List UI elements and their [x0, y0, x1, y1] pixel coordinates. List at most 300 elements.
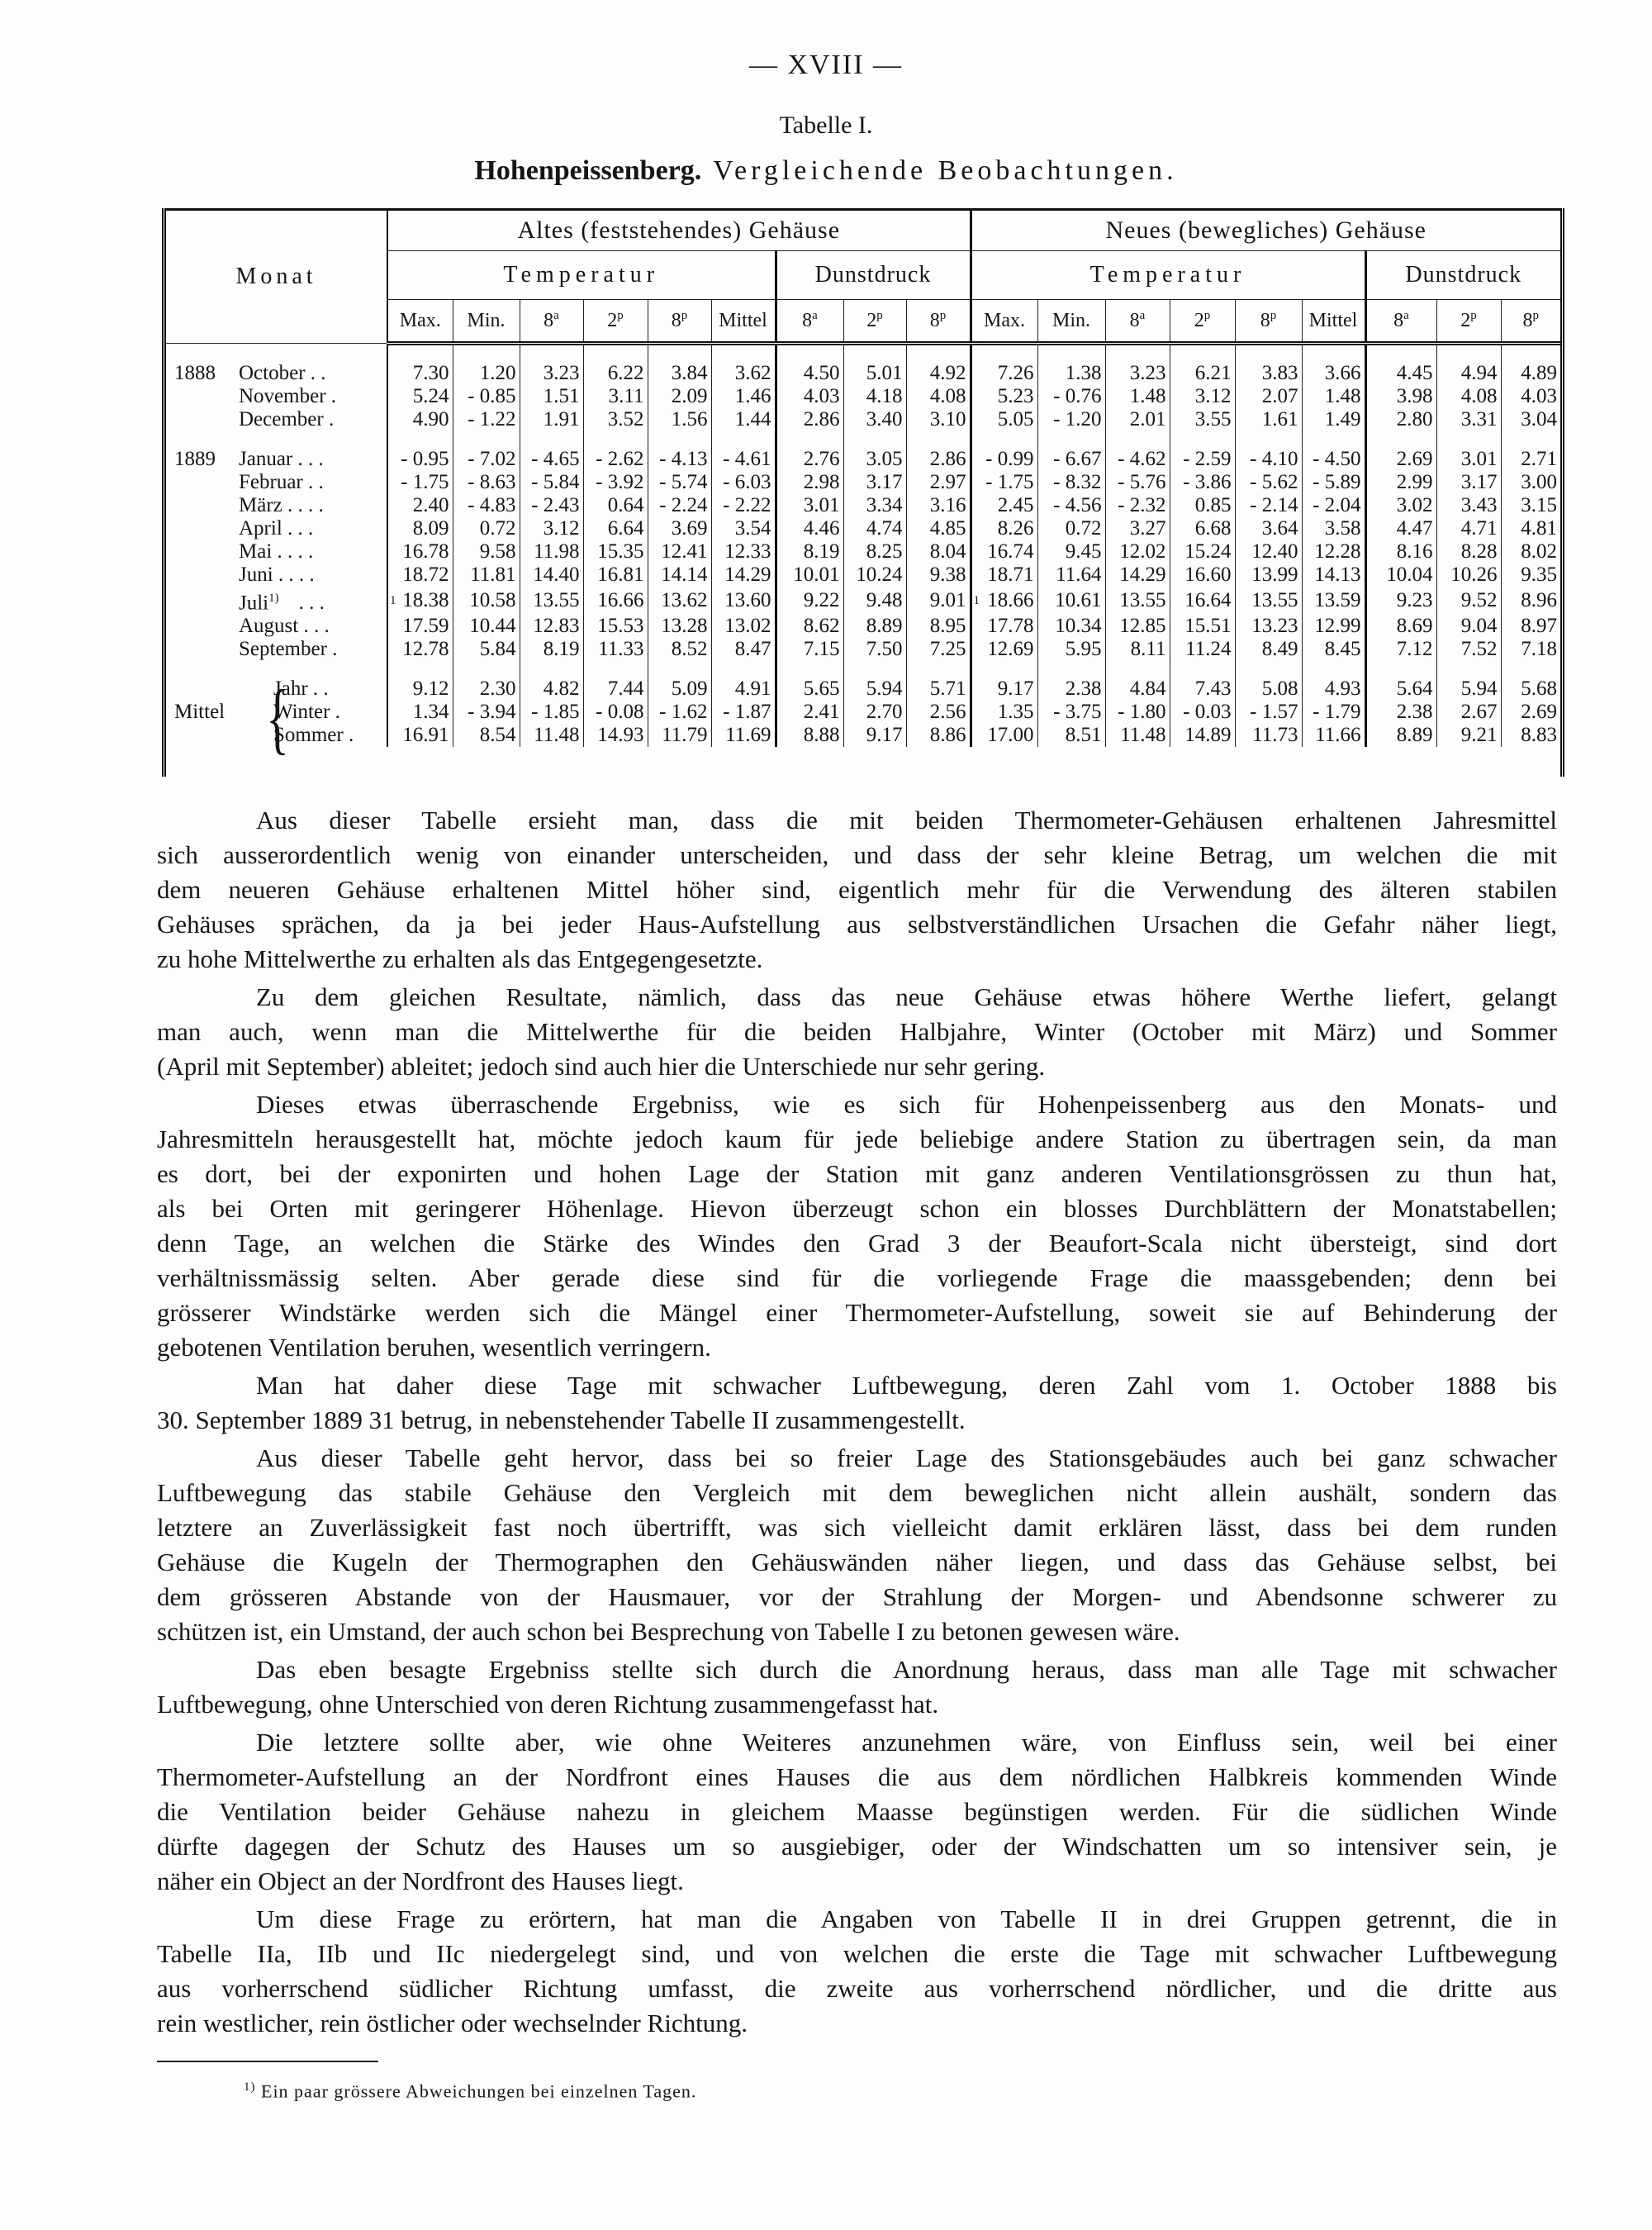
value-cell — [1235, 362, 1302, 385]
value-cell — [1170, 563, 1235, 587]
column-header — [1170, 300, 1235, 344]
value-cell — [711, 385, 776, 408]
empty-cell — [520, 344, 583, 363]
month-name: März . . . . — [239, 494, 324, 516]
text-line: die Ventilation beider Gehäuse nahezu in gleichem Maasse begünstigen werden. Für die südlichen Winde — [157, 1797, 1557, 1826]
value: 7.12 — [1396, 638, 1433, 661]
value: 2.76 — [803, 448, 840, 470]
value-cell — [776, 701, 843, 724]
value: 14.29 — [724, 563, 771, 586]
empty-cell — [1037, 661, 1105, 678]
value: 3.00 — [1521, 471, 1557, 493]
empty-cell — [971, 661, 1037, 678]
value-cell — [1302, 517, 1365, 540]
column-superscript: p — [876, 309, 883, 322]
footnote-marker: 1 — [973, 594, 980, 608]
value: - 6.03 — [723, 471, 771, 493]
column-header — [1501, 300, 1560, 344]
value: - 6.67 — [1053, 448, 1102, 470]
column-label: 2 — [607, 310, 618, 331]
value-cell — [1037, 408, 1105, 431]
value: - 1.20 — [1053, 408, 1102, 430]
value-cell — [648, 615, 711, 638]
value-cell — [1365, 701, 1436, 724]
value-cell — [583, 448, 648, 471]
footnote-marker: 1) — [244, 2080, 256, 2094]
value-cell — [387, 701, 453, 724]
value-cell — [843, 638, 906, 661]
paragraph — [157, 1902, 1557, 2041]
value-cell — [1365, 540, 1436, 563]
new-housing-header: Neues (bewegliches) Gehäuse — [971, 210, 1560, 251]
value-cell — [1170, 638, 1235, 661]
value-cell — [1105, 517, 1170, 540]
value: 8.16 — [1396, 540, 1433, 563]
value: 1.61 — [1261, 408, 1298, 430]
value: - 3.94 — [468, 701, 516, 724]
value: 3.15 — [1521, 494, 1557, 516]
empty-cell — [711, 431, 776, 448]
value-cell — [1105, 678, 1170, 701]
footnote-marker: 1 — [390, 594, 396, 608]
value-cell — [583, 494, 648, 517]
value-cell — [1501, 724, 1560, 747]
value-cell — [583, 517, 648, 540]
value-cell — [1235, 638, 1302, 661]
value-cell — [1037, 724, 1105, 747]
value: 4.91 — [734, 678, 771, 701]
value-cell — [583, 385, 648, 408]
value: - 7.02 — [468, 448, 516, 470]
value-cell — [843, 701, 906, 724]
value: 3.83 — [1261, 362, 1298, 384]
text-line: Um diese Frage zu erörtern, hat man die Angaben von Tabelle II in drei Gruppen getrennt, die in — [256, 1904, 1557, 1933]
table-subtitle: Vergleichende Beobachtungen. — [713, 155, 1178, 186]
value: 5.24 — [412, 385, 449, 407]
value: 13.62 — [661, 589, 708, 612]
value: 10.34 — [1055, 615, 1102, 638]
value-cell — [1436, 701, 1501, 724]
value-cell — [1436, 362, 1501, 385]
value-cell — [1235, 724, 1302, 747]
value-cell — [1501, 638, 1560, 661]
value-cell — [1365, 448, 1436, 471]
value: 5.95 — [1065, 638, 1102, 661]
value-cell — [520, 615, 583, 638]
empty-cell — [1235, 661, 1302, 678]
value: - 5.89 — [1313, 471, 1361, 493]
value-cell — [906, 563, 971, 587]
value: 13.60 — [724, 589, 771, 612]
column-header — [1302, 300, 1365, 344]
column-header — [520, 300, 583, 344]
value-cell — [776, 517, 843, 540]
value-cell — [1302, 362, 1365, 385]
empty-cell — [906, 661, 971, 678]
value-cell — [453, 678, 520, 701]
value: 4.46 — [803, 517, 840, 540]
value-cell — [1302, 408, 1365, 431]
value-cell — [711, 494, 776, 517]
value-cell — [1235, 563, 1302, 587]
value: 1.38 — [1065, 362, 1102, 384]
column-label: Min. — [467, 309, 506, 331]
paragraph — [157, 980, 1557, 1084]
value-cell — [1365, 678, 1436, 701]
value-cell — [711, 563, 776, 587]
value-cell — [1501, 471, 1560, 494]
value-cell — [583, 701, 648, 724]
month-cell — [166, 615, 387, 638]
value: 3.55 — [1194, 408, 1232, 430]
value: - 2.14 — [1250, 494, 1298, 516]
value: 12.33 — [724, 540, 771, 563]
value-cell — [1365, 563, 1436, 587]
value-cell — [583, 540, 648, 563]
value: 6.68 — [1194, 517, 1232, 540]
value: 1.48 — [1129, 385, 1166, 407]
value-cell — [843, 724, 906, 747]
value: 2.67 — [1460, 701, 1498, 724]
column-label: 8 — [1522, 310, 1533, 331]
value-cell — [648, 563, 711, 587]
value-cell — [906, 540, 971, 563]
value-cell — [1170, 701, 1235, 724]
empty-cell — [1501, 661, 1560, 678]
value: - 0.85 — [468, 385, 516, 407]
value: 3.64 — [1261, 517, 1298, 540]
value-cell — [1302, 448, 1365, 471]
value-cell — [1170, 448, 1235, 471]
month-name: Januar . . . — [239, 448, 324, 470]
value-cell — [387, 362, 453, 385]
column-label: 8 — [671, 310, 681, 331]
value-cell — [1235, 385, 1302, 408]
empty-cell — [1501, 431, 1560, 448]
value: 6.22 — [607, 362, 644, 384]
value: 15.53 — [597, 615, 644, 638]
value-cell — [776, 362, 843, 385]
value: 2.69 — [1396, 448, 1433, 470]
value-cell — [1037, 615, 1105, 638]
value: 4.92 — [929, 362, 966, 384]
value: 10.61 — [1055, 589, 1102, 612]
value-cell — [1105, 448, 1170, 471]
value: 2.80 — [1396, 408, 1433, 430]
comparison-table — [162, 208, 1564, 777]
value: 2.98 — [803, 471, 840, 493]
empty-cell — [1105, 431, 1170, 448]
value: 8.09 — [412, 517, 449, 540]
table-row — [166, 494, 1560, 517]
value-cell — [1170, 362, 1235, 385]
value-cell — [453, 587, 520, 615]
value: 2.41 — [803, 701, 840, 724]
value-cell — [583, 471, 648, 494]
empty-cell — [453, 661, 520, 678]
value: - 3.92 — [596, 471, 644, 493]
text-line: Luftbewegung, ohne Unterschied von deren Richtung zusammengefasst hat. — [157, 1690, 939, 1719]
value-cell — [971, 517, 1037, 540]
value-cell — [387, 494, 453, 517]
value: 11.64 — [1056, 563, 1102, 586]
value-cell — [1365, 517, 1436, 540]
value-cell — [971, 724, 1037, 747]
value-cell — [906, 471, 971, 494]
value-cell — [648, 517, 711, 540]
value: 4.03 — [1521, 385, 1557, 407]
value: 3.10 — [929, 408, 966, 430]
value: 8.19 — [543, 638, 580, 661]
value-cell — [1037, 638, 1105, 661]
value: 17.00 — [987, 724, 1034, 747]
value: 8.54 — [479, 724, 516, 747]
value: 16.60 — [1184, 563, 1232, 586]
value: - 0.99 — [985, 448, 1034, 470]
value: 7.44 — [607, 678, 644, 701]
value: 9.12 — [412, 678, 449, 701]
value-cell — [1037, 540, 1105, 563]
value: 12.85 — [1119, 615, 1166, 638]
value: 2.71 — [1521, 448, 1557, 470]
value: 5.71 — [929, 678, 966, 701]
table-row — [166, 471, 1560, 494]
value-cell — [1170, 494, 1235, 517]
value: 4.47 — [1396, 517, 1433, 540]
value: 4.84 — [1129, 678, 1166, 701]
value-cell — [1501, 448, 1560, 471]
month-cell — [166, 448, 387, 471]
value: 15.24 — [1184, 540, 1232, 563]
value: 11.33 — [598, 638, 644, 661]
value-cell — [971, 494, 1037, 517]
value-cell — [1105, 701, 1170, 724]
value-cell — [971, 540, 1037, 563]
table-row — [166, 724, 1560, 747]
column-superscript: a — [1139, 309, 1146, 322]
value-cell — [1436, 540, 1501, 563]
value-cell — [1365, 638, 1436, 661]
value-cell — [1037, 701, 1105, 724]
value-cell — [1302, 638, 1365, 661]
column-label: Max. — [399, 309, 441, 331]
value: - 4.61 — [723, 448, 771, 470]
table-row — [166, 563, 1560, 587]
value: - 0.03 — [1183, 701, 1232, 724]
column-superscript: p — [1470, 309, 1477, 322]
column-header — [1105, 300, 1170, 344]
value: - 1.75 — [401, 471, 449, 493]
text-line: rein westlicher, rein östlicher oder wechselnder Richtung. — [157, 2009, 748, 2037]
value-cell — [387, 563, 453, 587]
value: 8.45 — [1324, 638, 1361, 661]
value-cell — [1501, 517, 1560, 540]
value: 11.24 — [1185, 638, 1232, 661]
value-cell — [387, 517, 453, 540]
column-header — [843, 300, 906, 344]
value: 8.83 — [1521, 724, 1557, 747]
value: 8.26 — [997, 517, 1034, 540]
value: 14.40 — [533, 563, 580, 586]
value: 13.55 — [1119, 589, 1166, 612]
value-cell — [843, 408, 906, 431]
value-cell — [711, 615, 776, 638]
column-label: 2 — [866, 310, 877, 331]
value: - 2.59 — [1183, 448, 1232, 470]
value-cell — [1436, 678, 1501, 701]
value: 9.23 — [1396, 589, 1433, 612]
value-cell — [1105, 587, 1170, 615]
value: 1.51 — [543, 385, 580, 407]
value: 4.81 — [1521, 517, 1557, 540]
value: 3.23 — [543, 362, 580, 384]
value: 3.12 — [1194, 385, 1232, 407]
column-header — [776, 300, 843, 344]
value: 13.99 — [1251, 563, 1298, 586]
value: - 4.62 — [1118, 448, 1166, 470]
value: 10.44 — [469, 615, 516, 638]
value: 3.84 — [671, 362, 708, 384]
empty-cell — [583, 431, 648, 448]
value: 2.38 — [1396, 701, 1433, 724]
value: 3.05 — [866, 448, 903, 470]
month-cell — [166, 540, 387, 563]
value: 4.93 — [1324, 678, 1361, 701]
text-line: Gehäuse die Kugeln der Thermographen den Gehäuswänden näher liegen, und dass das Gehäuse selbst, bei — [157, 1548, 1557, 1576]
value-cell — [1037, 385, 1105, 408]
value-cell — [843, 362, 906, 385]
value-cell — [971, 471, 1037, 494]
value-cell — [1105, 408, 1170, 431]
column-header — [1235, 300, 1302, 344]
value-cell — [711, 678, 776, 701]
text-line: dem grösseren Abstande von der Hausmauer, vor der Strahlung der Morgen- und Abendsonne schwerer zu — [157, 1582, 1557, 1611]
value-cell — [906, 615, 971, 638]
value: 5.65 — [803, 678, 840, 701]
value: 5.94 — [866, 678, 903, 701]
value-cell — [1302, 385, 1365, 408]
value: 7.18 — [1521, 638, 1557, 661]
mean-label: Mittel — [174, 701, 225, 724]
empty-cell — [1235, 344, 1302, 363]
empty-cell — [843, 661, 906, 678]
value: - 1.22 — [468, 408, 516, 430]
month-cell — [166, 385, 387, 408]
value: 2.56 — [929, 701, 966, 724]
text-line: (April mit September) ableitet; jedoch sind auch hier die Unterschiede nur sehr gering. — [157, 1052, 1046, 1081]
column-header — [711, 300, 776, 344]
paragraph — [157, 1441, 1557, 1649]
value: 2.97 — [929, 471, 966, 493]
column-superscript: a — [1403, 309, 1409, 322]
value: 5.94 — [1460, 678, 1498, 701]
value-cell — [387, 471, 453, 494]
value-cell — [1235, 517, 1302, 540]
value-cell — [648, 448, 711, 471]
empty-cell — [1170, 431, 1235, 448]
value-cell — [906, 638, 971, 661]
value: 9.01 — [929, 589, 966, 612]
value: 2.86 — [929, 448, 966, 470]
value: 8.19 — [803, 540, 840, 563]
value: 8.88 — [803, 724, 840, 747]
value: 14.29 — [1119, 563, 1166, 586]
value-cell — [711, 448, 776, 471]
value-cell — [1501, 408, 1560, 431]
empty-cell — [1170, 344, 1235, 363]
value-cell — [906, 517, 971, 540]
value-cell — [520, 587, 583, 615]
value: 3.34 — [866, 494, 903, 516]
new-vapour-header: Dunstdruck — [1365, 251, 1560, 300]
column-header — [453, 300, 520, 344]
value-cell — [971, 615, 1037, 638]
value-cell — [1170, 540, 1235, 563]
value: 13.55 — [533, 589, 580, 612]
empty-cell — [648, 431, 711, 448]
value-cell — [520, 362, 583, 385]
value-cell — [711, 638, 776, 661]
value: 18.71 — [987, 563, 1034, 586]
value: 1.34 — [412, 701, 449, 724]
text-line: 30. September 1889 31 betrug, in nebenstehender Tabelle II zusammengestellt. — [157, 1405, 966, 1434]
empty-cell — [843, 344, 906, 363]
empty-cell — [843, 431, 906, 448]
value-cell — [776, 385, 843, 408]
value: 9.04 — [1460, 615, 1498, 638]
value: 18.72 — [402, 563, 449, 586]
value: 7.30 — [412, 362, 449, 384]
value: 8.02 — [1521, 540, 1557, 563]
column-label: 8 — [802, 310, 813, 331]
value-cell — [1302, 615, 1365, 638]
value: 2.45 — [997, 494, 1034, 516]
value: 16.78 — [402, 540, 449, 563]
value: 4.85 — [929, 517, 966, 540]
paragraph — [157, 803, 1557, 977]
empty-cell — [1037, 431, 1105, 448]
empty-cell — [971, 431, 1037, 448]
empty-cell — [1302, 344, 1365, 363]
value-cell — [648, 362, 711, 385]
value-cell — [1105, 385, 1170, 408]
value: 15.35 — [597, 540, 644, 563]
empty-cell — [711, 661, 776, 678]
value-cell — [711, 724, 776, 747]
value: 9.58 — [479, 540, 516, 563]
value-cell — [1365, 494, 1436, 517]
value-cell — [1436, 471, 1501, 494]
value: 12.41 — [661, 540, 708, 563]
value: 3.02 — [1396, 494, 1433, 516]
value-cell — [648, 540, 711, 563]
value-cell — [906, 408, 971, 431]
value-cell — [648, 678, 711, 701]
value: - 3.86 — [1183, 471, 1232, 493]
empty-cell — [776, 661, 843, 678]
value: 2.40 — [412, 494, 449, 516]
paragraph — [157, 1368, 1557, 1438]
value: 17.78 — [987, 615, 1034, 638]
month-cell — [166, 517, 387, 540]
footnote-reference: 1) — [268, 592, 279, 605]
value: 3.16 — [929, 494, 966, 516]
value: 12.69 — [987, 638, 1034, 661]
value-cell — [520, 385, 583, 408]
value: 12.99 — [1314, 615, 1361, 638]
value-cell — [906, 385, 971, 408]
column-label: Mittel — [719, 309, 767, 331]
